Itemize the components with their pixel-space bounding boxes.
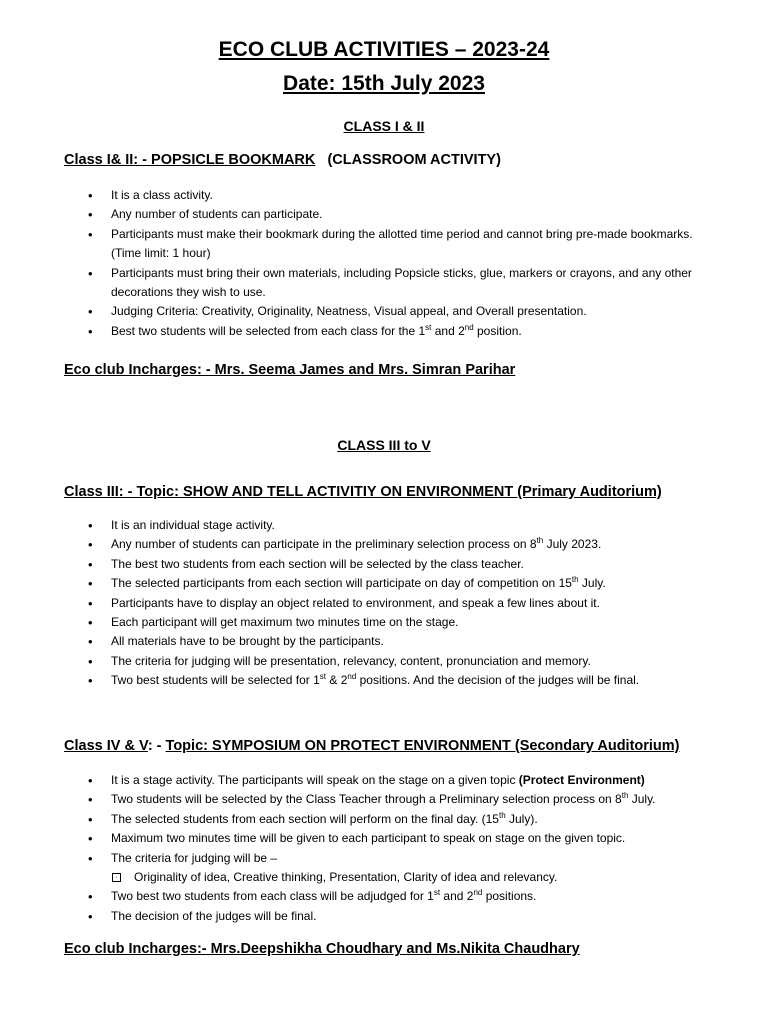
class-heading-iii-v: CLASS III to V (337, 437, 431, 453)
list-item: • The criteria for judging will be – (64, 849, 714, 868)
list-item: • Participants must bring their own materials, including Popsicle sticks, glue, markers or crayons, and any other decorations they wish to use. (64, 264, 714, 303)
list-item: • Any number of students can participate. (64, 205, 714, 224)
list-item: • Two best two students from each class will be adjudged for 1st and 2nd positions. (64, 887, 714, 906)
bookmark-rules-list (64, 186, 714, 341)
activity-heading-symposium: Class IV & V: - Topic: SYMPOSIUM ON PROTECT ENVIRONMENT (Secondary Auditorium) (64, 738, 680, 754)
list-item: • Judging Criteria: Creativity, Originality, Neatness, Visual appeal, and Overall presentation. (64, 302, 714, 321)
list-item: • Each participant will get maximum two minutes time on the stage. (64, 613, 714, 632)
symposium-rules-list (64, 771, 714, 926)
list-item: • Two best students will be selected for 1st & 2nd positions. And the decision of the judges will be final. (64, 671, 714, 690)
checkbox-bullet-icon: · (112, 873, 121, 882)
list-item: • The criteria for judging will be presentation, relevancy, content, pronunciation and memory. (64, 652, 714, 671)
activity-heading-bookmark: Class I& II: - POPSICLE BOOKMARK (CLASSROOM ACTIVITY) (64, 152, 501, 168)
list-item: • It is a class activity. (64, 186, 714, 205)
list-item: • The selected participants from each section will participate on day of competition on 15th July. (64, 574, 714, 593)
list-item: • The selected students from each section will perform on the final day. (15th July). (64, 810, 714, 829)
document-date: Date: 15th July 2023 (283, 72, 485, 95)
list-item: • Participants must make their bookmark during the allotted time period and cannot bring pre-made bookmarks. (Time limit: 1 hour) (64, 225, 714, 264)
list-item: • All materials have to be brought by the participants. (64, 632, 714, 651)
incharges-heading-1: Eco club Incharges: - Mrs. Seema James and Mrs. Simran Parihar (64, 362, 516, 378)
show-and-tell-rules-list (64, 516, 714, 691)
incharges-heading-2: Eco club Incharges:- Mrs.Deepshikha Choudhary and Ms.Nikita Chaudhary (64, 941, 580, 957)
list-item: • Any number of students can participate in the preliminary selection process on 8th July 2023. (64, 535, 714, 554)
document-title: ECO CLUB ACTIVITIES – 2023-24 (218, 38, 550, 61)
list-item: • Maximum two minutes time will be given to each participant to speak on stage on the given topic. (64, 829, 714, 848)
list-item: · Originality of idea, Creative thinking, Presentation, Clarity of idea and relevancy. (64, 868, 714, 887)
class-heading-i-ii: CLASS I & II (343, 118, 425, 134)
list-item: • It is a stage activity. The participants will speak on the stage on a given topic (Protect Environment) (64, 771, 714, 790)
list-item: • It is an individual stage activity. (64, 516, 714, 535)
list-item: • Two students will be selected by the Class Teacher through a Preliminary selection process on 8th July. (64, 790, 714, 809)
list-item: • The decision of the judges will be final. (64, 907, 714, 926)
list-item: • The best two students from each section will be selected by the class teacher. (64, 555, 714, 574)
list-item: • Best two students will be selected from each class for the 1st and 2nd position. (64, 322, 714, 341)
activity-heading-show-and-tell: Class III: - Topic: SHOW AND TELL ACTIVITIY ON ENVIRONMENT (Primary Auditorium) (64, 484, 662, 500)
list-item: • Participants have to display an object related to environment, and speak a few lines about it. (64, 594, 714, 613)
